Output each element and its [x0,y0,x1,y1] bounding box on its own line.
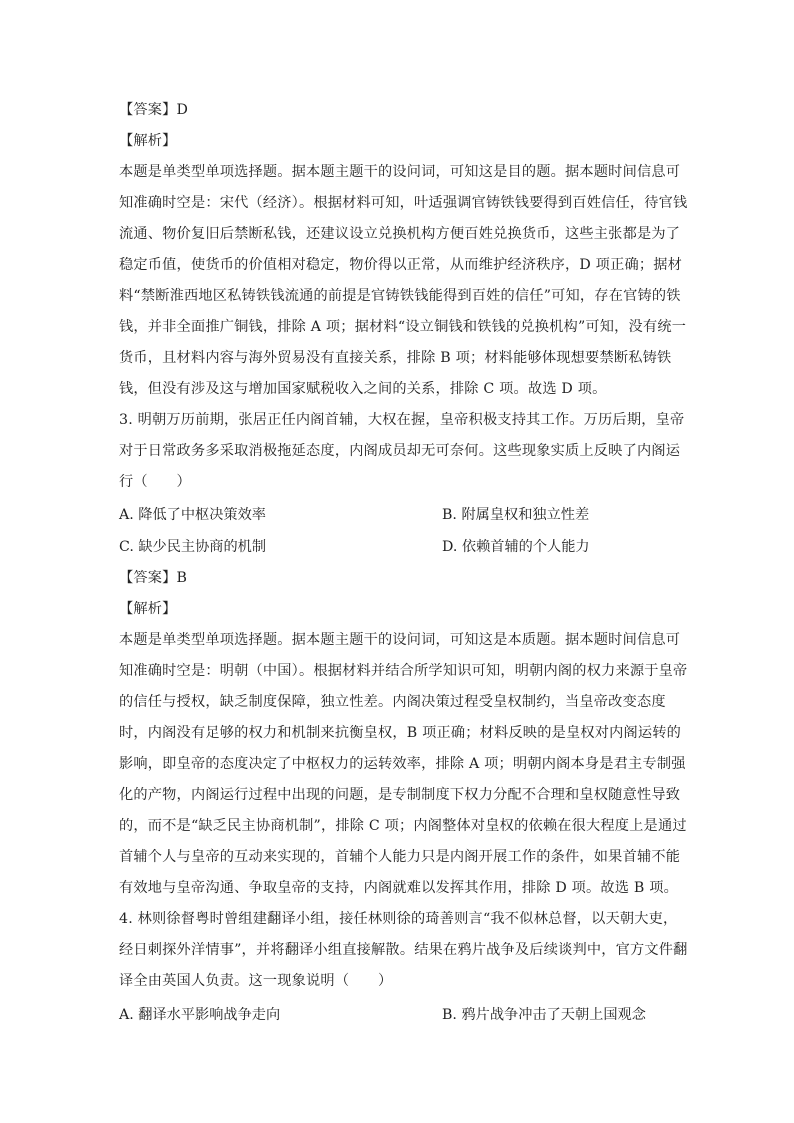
q4-stem-line: 经日刺探外洋情事”，并将翻译小组直接解散。结果在鸦片战争及后续谈判中，官方文件翻 [119,942,688,958]
q3-option-c: C. 缺少民主协商的机制 [119,539,267,555]
q3-analysis-line: 时，内阁没有足够的权力和机制来抗衡皇权，B 项正确；材料反映的是皇权对内阁运转的 [119,725,682,741]
q2-analysis-label: 【解析】 [119,133,177,149]
q3-option-a: A. 降低了中枢决策效率 [119,507,266,523]
q3-analysis-line: 的信任与授权，缺乏制度保障，独立性差。内阁决策过程受皇权制约，当皇帝改变态度 [119,694,666,710]
q4-option-a: A. 翻译水平影响战争走向 [119,1007,281,1023]
q2-answer-label: 【答案】D [119,102,189,118]
q3-analysis-line: 本题是单类型单项选择题。据本题主题干的设问词，可知这是本质题。据本题时间信息可 [119,632,681,648]
q3-analysis-line: 影响，即皇帝的态度决定了中枢权力的运转效率，排除 A 项；明朝内阁本身是君主专制强 [119,756,686,772]
q3-answer-label: 【答案】B [119,570,188,586]
q2-analysis-line: 流通、物价复旧后禁断私钱，还建议设立兑换机构方便百姓兑换货币，这些主张都是为了 [119,226,681,242]
q3-stem-line: 对于日常政务多采取消极拖延态度，内阁成员却无可奈何。这些现象实质上反映了内阁运 [119,443,681,459]
q3-analysis-label: 【解析】 [119,601,177,617]
q2-analysis-line: 钱，但没有涉及这与增加国家赋税收入之间的关系，排除 C 项。故选 D 项。 [119,381,607,397]
q4-stem-line: 4. 林则徐督粤时曾组建翻译小组，接任林则徐的琦善则言“我不似林总督，以天朝大吏， [119,911,678,927]
q3-analysis-line: 知准确时空是：明朝（中国）。根据材料并结合所学知识可知，明朝内阁的权力来源于皇帝 [119,663,688,679]
q2-analysis-line: 知准确时空是：宋代（经济）。根据材料可知，叶适强调官铸铁钱要得到百姓信任，待官钱 [119,195,688,211]
q2-analysis-line: 货币，且材料内容与海外贸易没有直接关系，排除 B 项；材料能够体现想要禁断私铸铁 [119,350,672,366]
q4-stem-line: 译全由英国人负责。这一现象说明（ ） [119,973,393,989]
q3-option-b: B. 附属皇权和独立性差 [442,507,590,523]
q3-analysis-line: 有效地与皇帝沟通、争取皇帝的支持，内阁就难以发挥其作用，排除 D 项。故选 B 项。 [119,880,678,896]
q2-analysis-line: 稳定币值，使货币的价值相对稳定，物价得以正常，从而维护经济秩序，D 项正确；据材 [119,257,683,273]
q4-option-b: B. 鸦片战争冲击了天朝上国观念 [442,1007,646,1023]
q3-option-d: D. 依赖首辅的个人能力 [442,539,590,555]
q3-stem-line: 3. 明朝万历前期，张居正任内阁首辅，大权在握，皇帝积极支持其工作。万历后期，皇帝 [119,412,685,428]
q2-analysis-line: 本题是单类型单项选择题。据本题主题干的设问词，可知这是目的题。据本题时间信息可 [119,164,681,180]
q3-analysis-line: 首辅个人与皇帝的互动来实现的，首辅个人能力只是内阁开展工作的条件，如果首辅不能 [119,849,681,865]
q3-analysis-line: 的，而不是“缺乏民主协商机制”，排除 C 项；内阁整体对皇权的依赖在很大程度上是通过 [119,818,687,834]
q3-stem-line: 行（ ） [119,474,191,490]
q2-analysis-line: 料“禁断淮西地区私铸铁钱流通的前提是官铸铁钱能得到百姓的信任”可知，存在官铸的铁 [119,288,681,304]
q2-analysis-line: 钱，并非全面推广铜钱，排除 A 项；据材料“设立铜钱和铁钱的兑换机构”可知，没有统一 [119,319,687,335]
q3-analysis-line: 化的产物，内阁运行过程中出现的问题，是专制制度下权力分配不合理和皇权随意性导致 [119,787,681,803]
